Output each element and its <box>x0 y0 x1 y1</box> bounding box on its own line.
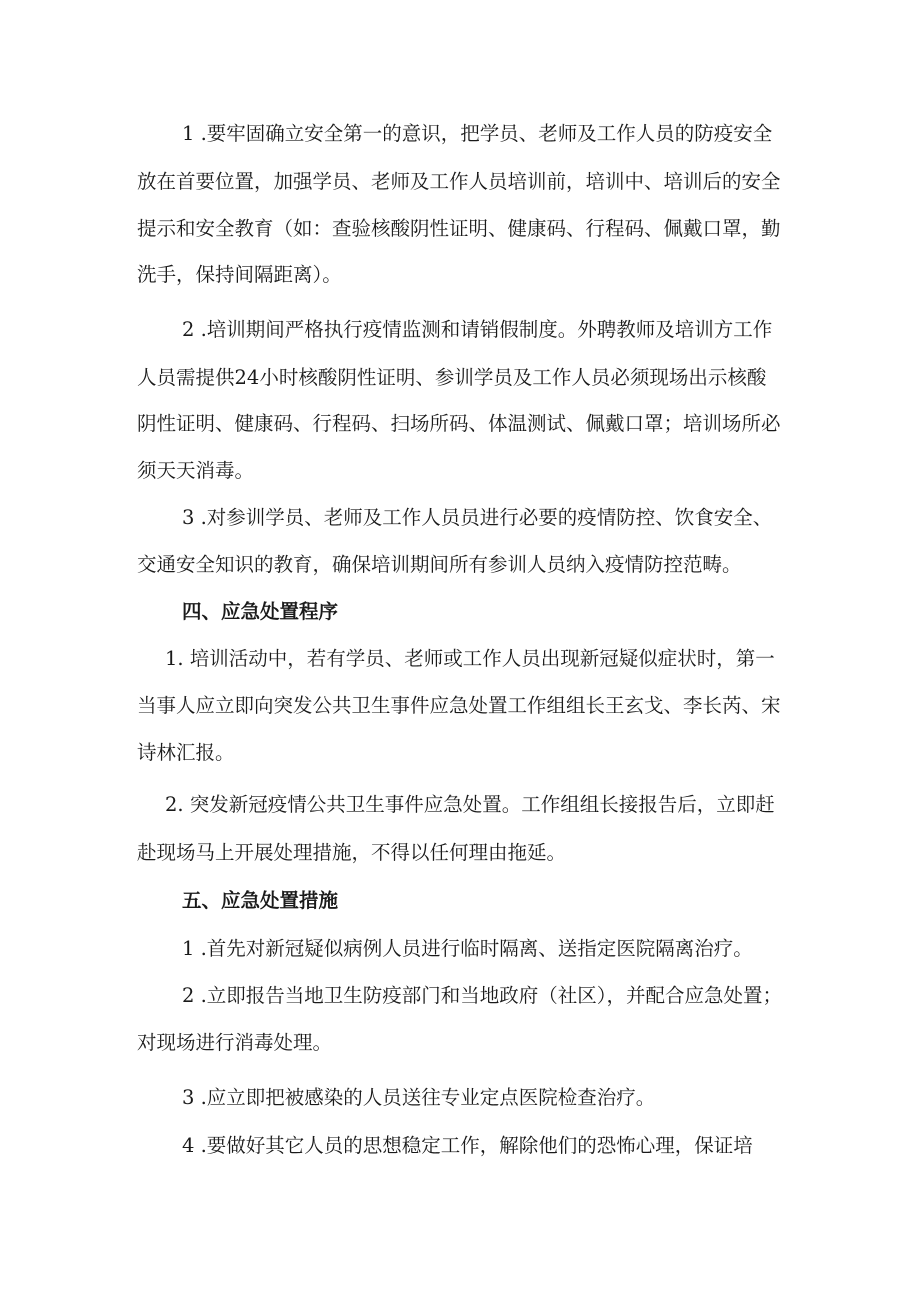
text-line: 人员需提供24小时核酸阴性证明、参训学员及工作人员必须现场出示核酸 <box>137 366 767 389</box>
text-line: 交通安全知识的教育，确保培训期间所有参训人员纳入疫情防控范畴。 <box>137 553 742 576</box>
text-line: 当事人应立即向突发公共卫生事件应急处置工作组组长王玄戈、李长芮、宋 <box>137 694 781 717</box>
section-heading: 四、应急处置程序 <box>182 600 339 623</box>
text-line: 4 .要做好其它人员的思想稳定工作，解除他们的恐怖心理，保证培 <box>182 1134 753 1157</box>
text-line: 2 .培训期间严格执行疫情监测和请销假制度。外聘教师及培训方工作 <box>182 318 773 341</box>
text-line: 1. 培训活动中，若有学员、老师或工作人员出现新冠疑似症状时，第一 <box>165 647 775 670</box>
text-line: 赴现场马上开展处理措施，不得以任何理由拖延。 <box>137 841 567 864</box>
text-line: 诗林汇报。 <box>137 741 235 764</box>
text-line: 须天天消毒。 <box>137 459 255 482</box>
text-line: 阴性证明、健康码、行程码、扫场所码、体温测试、佩戴口罩；培训场所必 <box>137 412 781 435</box>
text-line: 提示和安全教育（如：查验核酸阴性证明、健康码、行程码、佩戴口罩，勤 <box>137 217 781 240</box>
text-line: 放在首要位置，加强学员、老师及工作人员培训前，培训中、培训后的安全 <box>137 170 781 193</box>
text-line: 2 .立即报告当地卫生防疫部门和当地政府（社区），并配合应急处置； <box>182 984 783 1007</box>
text-line: 对现场进行消毒处理。 <box>137 1031 333 1054</box>
text-line: 洗手，保持间隔距离）。 <box>137 263 342 286</box>
section-heading: 五、应急处置措施 <box>182 889 339 912</box>
text-line: 1 .要牢固确立安全第一的意识，把学员、老师及工作人员的防疫安全 <box>182 122 773 145</box>
text-line: 2. 突发新冠疫情公共卫生事件应急处置。工作组组长接报告后，立即赶 <box>165 793 775 816</box>
text-line: 3 .对参训学员、老师及工作人员员进行必要的疫情防控、饮食安全、 <box>182 506 773 529</box>
text-line: 1 .首先对新冠疑似病例人员进行临时隔离、送指定医院隔离治疗。 <box>182 937 753 960</box>
text-line: 3 .应立即把被感染的人员送往专业定点医院检查治疗。 <box>182 1086 656 1109</box>
